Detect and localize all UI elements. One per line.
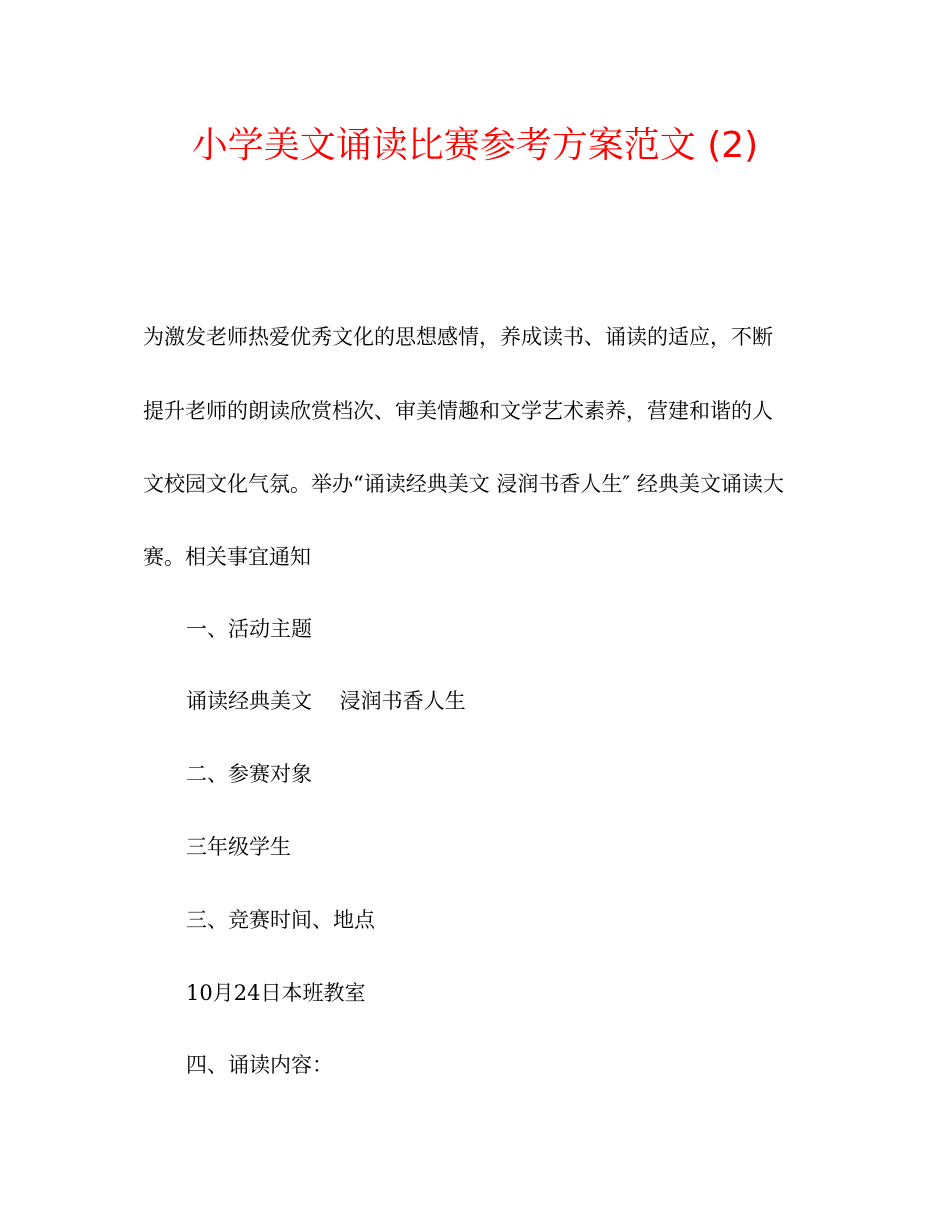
section-heading-2: 二、参赛对象: [186, 762, 312, 786]
document-title: 小学美文诵读比赛参考方案范文 (2): [191, 125, 759, 166]
intro-line-4: 赛。相关事宜通知: [143, 545, 311, 569]
section-content-1: 诵读经典美文 浸润书香人生: [186, 689, 466, 713]
section-content-3: 10月24日本班教室: [186, 981, 366, 1005]
intro-line-1: 为激发老师热爱优秀文化的思想感情，养成读书、诵读的适应，不断: [143, 325, 773, 349]
section-heading-1: 一、活动主题: [186, 617, 312, 641]
section-content-2: 三年级学生: [186, 835, 291, 859]
intro-line-3: 文校园文化气氛。举办“诵读经典美文 浸润书香人生″ 经典美文诵读大: [143, 472, 784, 496]
intro-line-2: 提升老师的朗读欣赏档次、审美情趣和文学艺术素养，营建和谐的人: [143, 399, 773, 423]
section-heading-4: 四、诵读内容：: [186, 1053, 333, 1077]
section-heading-3: 三、竞赛时间、地点: [186, 908, 375, 932]
